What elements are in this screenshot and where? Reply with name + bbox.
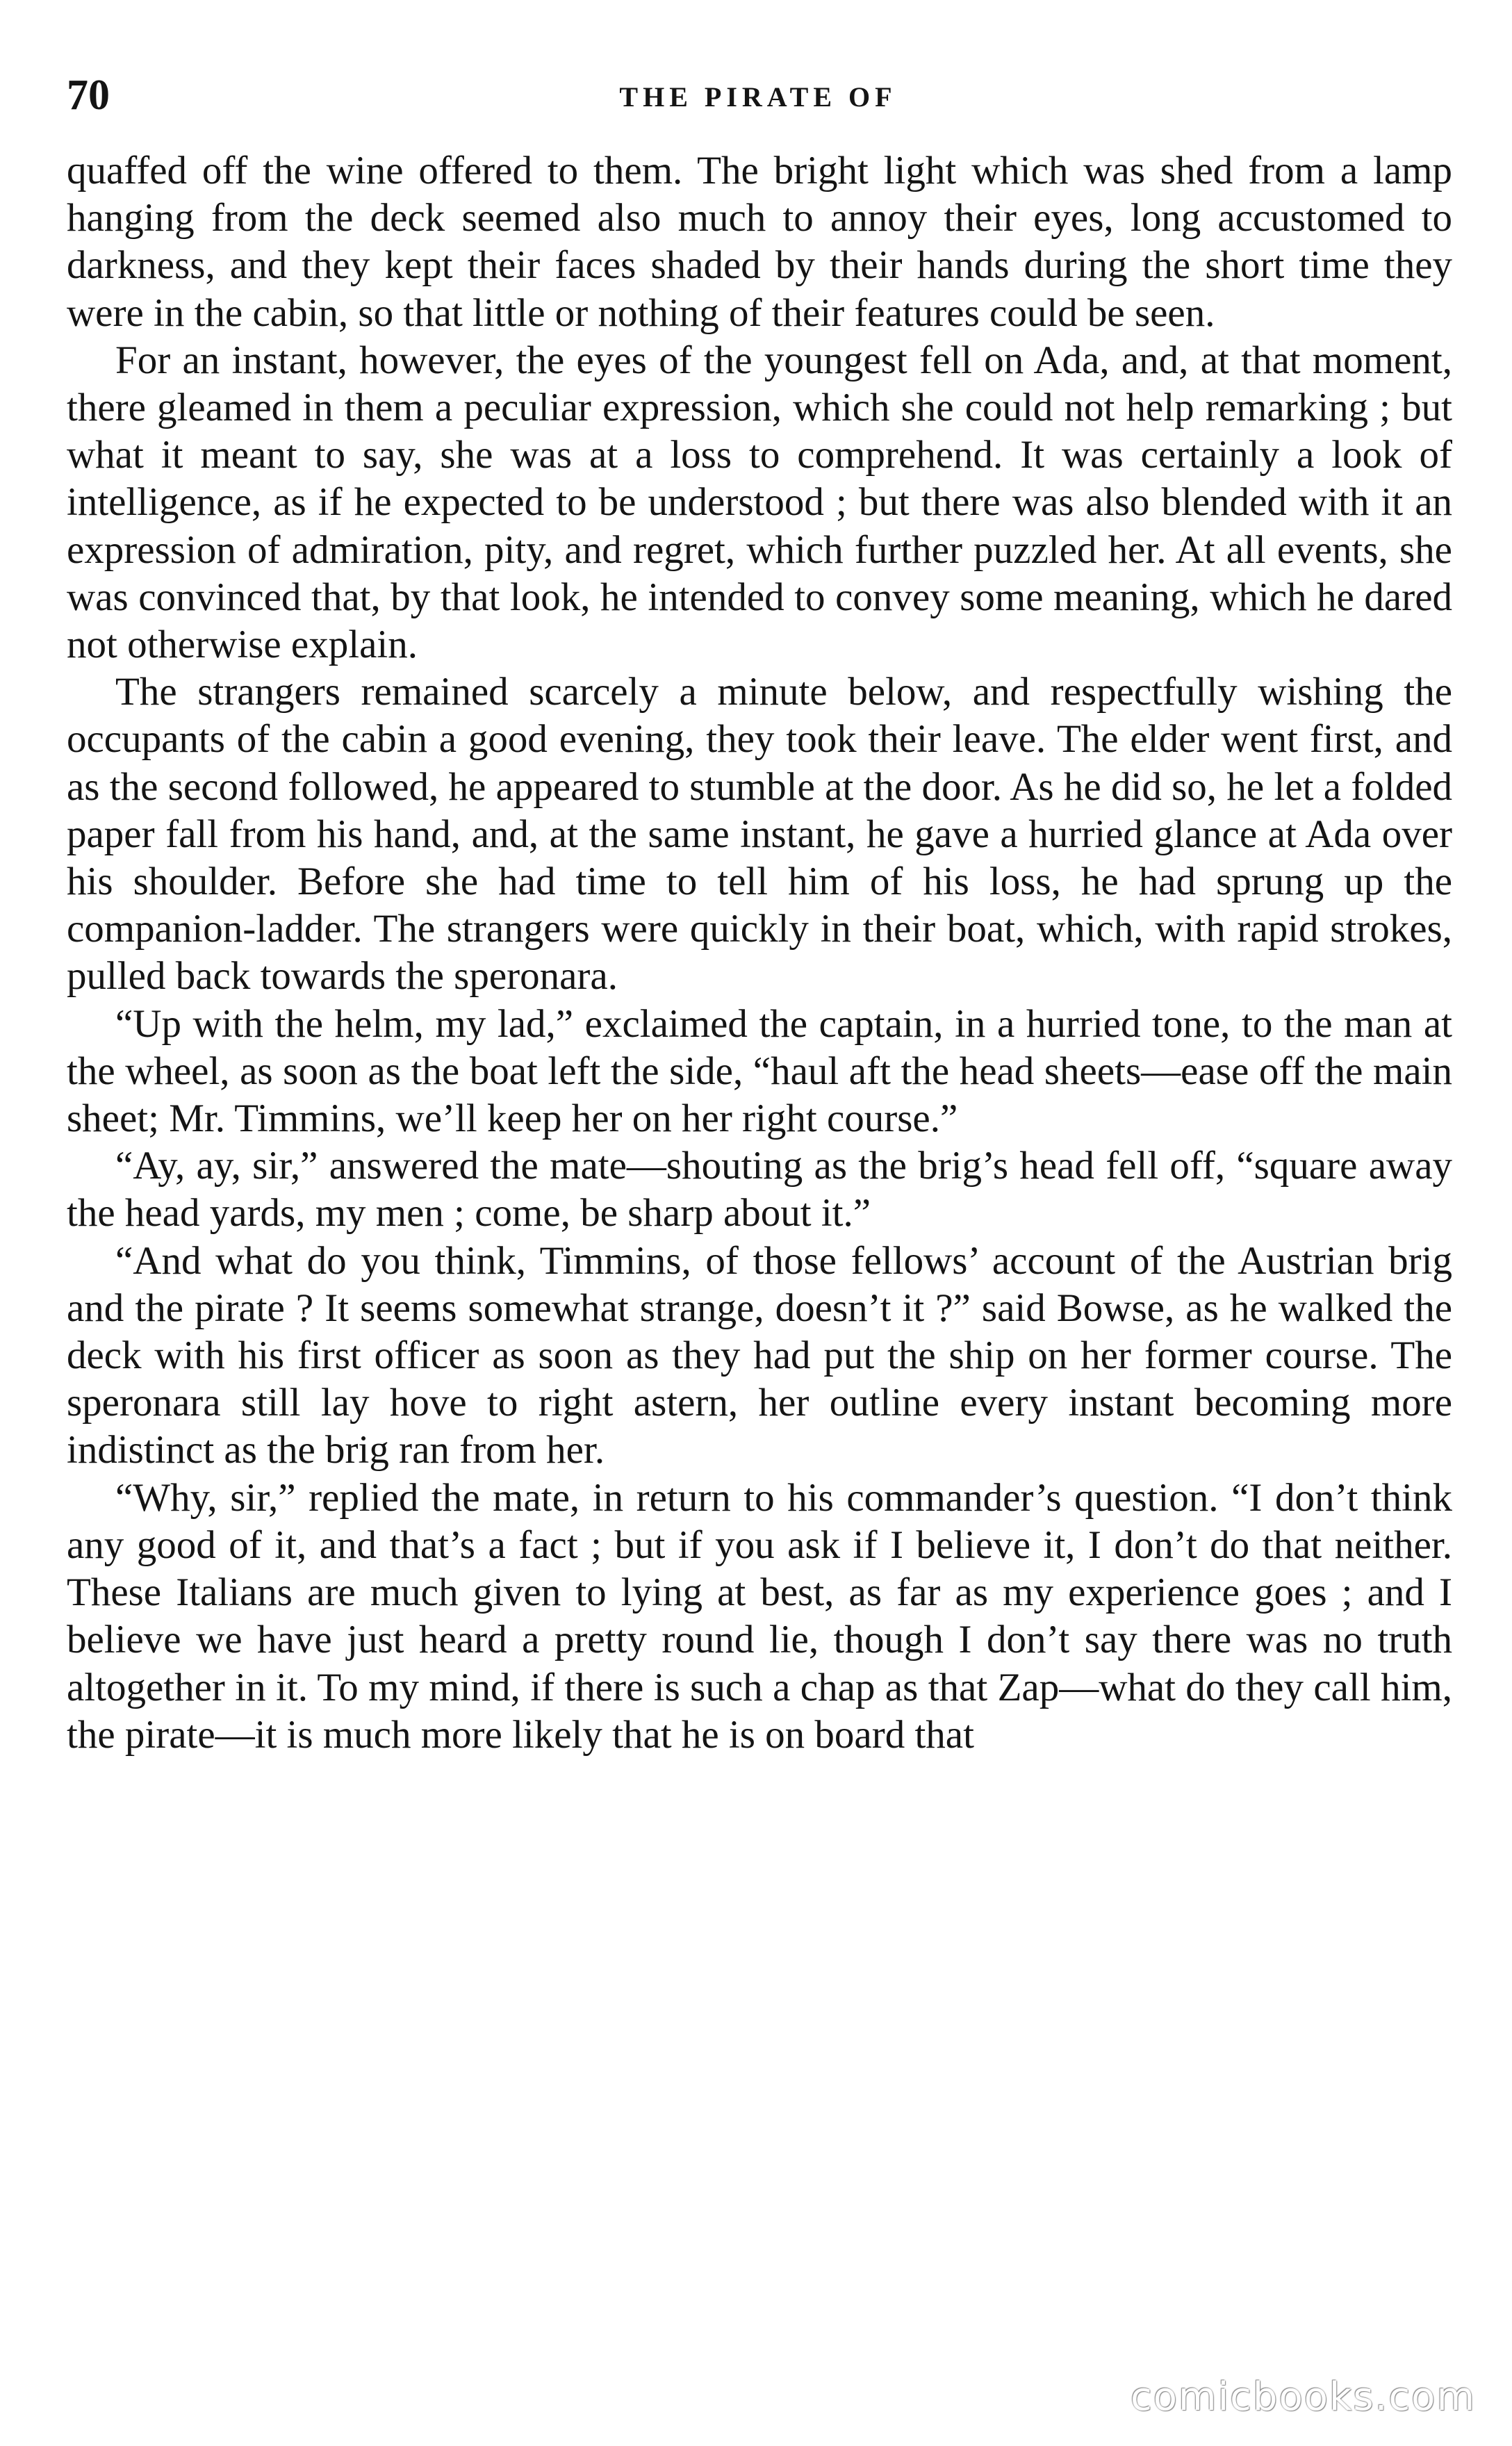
paragraph: quaffed off the wine offered to them. The bright light which was shed from a lamp hanging from the deck seemed also much to annoy their eyes, long accustomed to darkness, and they kept their faces shaded by their hands during the short time they were in the cabin, so that little or nothing of their features could be seen. xyxy=(67,149,1452,335)
paragraph: “Ay, ay, sir,” answered the mate—shouting as the brig’s head fell off, “square away the head yards, my men ; come, be sharp about it.” xyxy=(67,1144,1452,1236)
paragraph: For an instant, however, the eyes of the youngest fell on Ada, and, at that moment, there gleamed in them a peculiar expression, which she could not help remarking ; but what it meant to say, she was at a loss to comprehend. It was certainly a look of intelligence, as if he expected to be understood ; but there was also blended with it an expression of admiration, pity, and regret, which further puzzled her. At all events, she was convinced that, by that look, he intended to convey some meaning, which he dared not otherwise explain. xyxy=(67,338,1452,667)
paragraph: “And what do you think, Timmins, of those fellows’ account of the Austrian brig and the pirate ? It seems somewhat strange, doesn’t it ?” said Bowse, as he walked the deck with his first officer as soon as they had put the ship on her former course. The speronara still lay hove to right astern, her outline every instant becoming more indistinct as the brig ran from her. xyxy=(67,1238,1452,1472)
page-header xyxy=(67,64,1449,126)
paragraph: “Why, sir,” replied the mate, in return to his commander’s question. “I don’t think any good of it, and that’s a fact ; but if you ask if I believe it, I don’t do that neither. These Italians are much given to lying at best, as far as my experience goes ; and I believe we have just heard a pretty round lie, though I don’t say there was no truth altogether in it. To my mind, if there is such a chap as that Zap—what do they call him, the pirate—it is much more likely that he is on board that xyxy=(67,1475,1452,1757)
paragraph: “Up with the helm, my lad,” exclaimed the captain, in a hurried tone, to the man at the wheel, as soon as the boat left the side, “haul aft the head sheets—ease off the main sheet; Mr. Timmins, we’ll keep her on her right course.” xyxy=(67,1001,1452,1141)
paragraph: The strangers remained scarcely a minute below, and respectfully wishing the occupants of the cabin a good evening, they took their leave. The elder went first, and as the second followed, he appeared to stumble at the door. As he did so, he let a folded paper fall from his hand, and, at the same instant, he gave a hurried glance at Ada over his shoulder. Before she had time to tell him of his loss, he had sprung up the companion-ladder. The strangers were quickly in their boat, which, with rapid strokes, pulled back towards the speronara. xyxy=(67,670,1452,999)
body-text xyxy=(67,147,1452,1759)
watermark: comicbooks.com xyxy=(1130,2374,1476,2420)
page-number: 70 xyxy=(67,72,110,119)
running-head: THE PIRATE OF xyxy=(619,81,897,113)
